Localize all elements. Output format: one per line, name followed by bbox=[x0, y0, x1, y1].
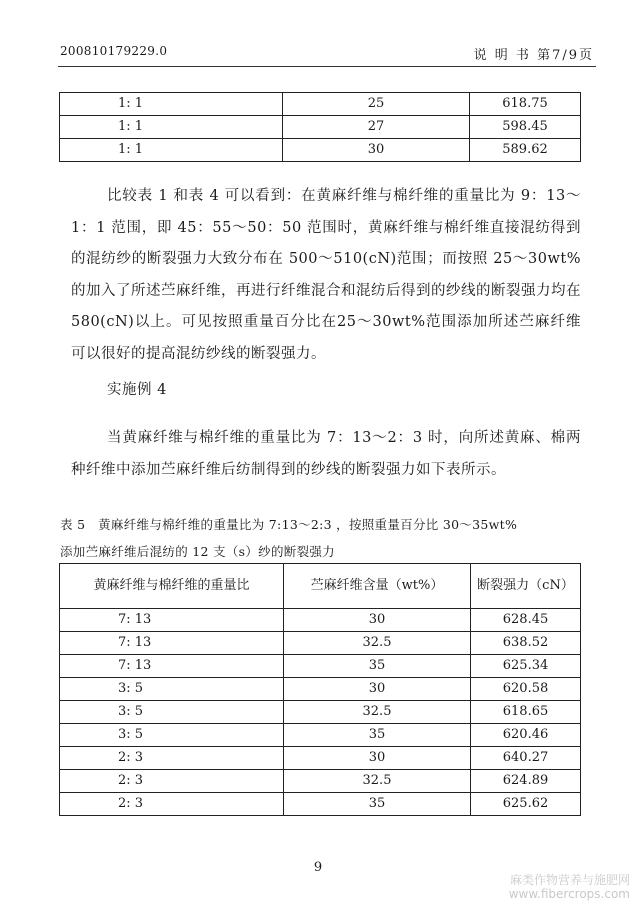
table-caption-line2: 添加苎麻纤维后混纺的 12 支（s）纱的断裂强力 bbox=[60, 544, 335, 559]
ratio-cell: 2: 3 bbox=[60, 747, 284, 770]
strength-cell: 625.62 bbox=[471, 793, 581, 816]
ratio-cell: 3: 5 bbox=[60, 701, 284, 724]
table-header-row bbox=[60, 564, 581, 609]
ratio-cell: 1: 1 bbox=[60, 93, 283, 116]
table-caption-line1: 表 5 黄麻纤维与棉纤维的重量比为 7:13～2:3 ，按照重量百分比 30～35wt% bbox=[60, 517, 518, 532]
ratio-cell: 3: 5 bbox=[60, 724, 284, 747]
document-type-and-page bbox=[474, 44, 594, 63]
strength-cell: 624.89 bbox=[471, 770, 581, 793]
table-row bbox=[60, 93, 581, 116]
ramie-content-cell: 30 bbox=[284, 609, 471, 632]
strength-cell: 589.62 bbox=[470, 139, 581, 162]
table-row bbox=[60, 609, 581, 632]
header-strength: 断裂强力（cN） bbox=[471, 564, 581, 609]
table-5 bbox=[59, 563, 581, 816]
strength-cell: 618.75 bbox=[470, 93, 581, 116]
ratio-cell: 2: 3 bbox=[60, 793, 284, 816]
table-row bbox=[60, 655, 581, 678]
ratio-cell: 2: 3 bbox=[60, 770, 284, 793]
ratio-cell: 7: 13 bbox=[60, 632, 284, 655]
watermark-title: 麻类作物营养与施肥网 bbox=[509, 873, 630, 887]
example-paragraph: 当黄麻纤维与棉纤维的重量比为 7：13～2：3 时，向所述黄麻、棉两种纤维中添加苎麻纤维后纺制得到的纱线的断裂强力如下表所示。 bbox=[71, 430, 581, 478]
strength-cell: 618.65 bbox=[471, 701, 581, 724]
header-divider bbox=[58, 66, 596, 67]
table-continued bbox=[59, 92, 581, 162]
strength-cell: 620.58 bbox=[471, 678, 581, 701]
ramie-content-cell: 35 bbox=[284, 655, 471, 678]
table-row bbox=[60, 139, 581, 162]
ramie-content-cell: 35 bbox=[284, 793, 471, 816]
header-ramie-content: 苎麻纤维含量（wt%） bbox=[284, 564, 471, 609]
ramie-content-cell: 32.5 bbox=[284, 770, 471, 793]
ratio-cell: 7: 13 bbox=[60, 655, 284, 678]
table-row bbox=[60, 632, 581, 655]
ramie-content-cell: 32.5 bbox=[284, 701, 471, 724]
table-row bbox=[60, 793, 581, 816]
strength-cell: 620.46 bbox=[471, 724, 581, 747]
ramie-content-cell: 30 bbox=[283, 139, 470, 162]
strength-cell: 625.34 bbox=[471, 655, 581, 678]
section-title: 实施例 4 bbox=[107, 382, 167, 398]
table-row bbox=[60, 724, 581, 747]
watermark bbox=[509, 873, 630, 901]
table-row bbox=[60, 701, 581, 724]
table-row bbox=[60, 116, 581, 139]
ratio-cell: 3: 5 bbox=[60, 678, 284, 701]
ratio-cell: 1: 1 bbox=[60, 139, 283, 162]
page-number: 9 bbox=[313, 860, 323, 875]
patent-number: 200810179229.0 bbox=[60, 44, 168, 58]
page-label: 第7/9页 bbox=[537, 48, 594, 63]
ramie-content-cell: 35 bbox=[284, 724, 471, 747]
header-ratio: 黄麻纤维与棉纤维的重量比 bbox=[60, 564, 284, 609]
strength-cell: 640.27 bbox=[471, 747, 581, 770]
ramie-content-cell: 30 bbox=[284, 678, 471, 701]
ratio-cell: 1: 1 bbox=[60, 116, 283, 139]
comparison-paragraph: 比较表 1 和表 4 可以看到：在黄麻纤维与棉纤维的重量比为 9：13～1：1 范围，即 45：55～50：50 范围时，黄麻纤维与棉纤维直接混纺得到的混纺纱的断裂强力大致分布在 500～510(cN)范围；而按照 25～30wt%的加入了所述苎麻纤维，再进行纤维混合和混纺后得到的纱线的断裂强力均在 580(cN)以上。可见按照重量百分比在25～30wt%范围添加所述苎麻纤维可以很好的提高混纺纱线的断裂强力。 bbox=[71, 188, 581, 362]
ramie-content-cell: 30 bbox=[284, 747, 471, 770]
table-row bbox=[60, 747, 581, 770]
ratio-cell: 7: 13 bbox=[60, 609, 284, 632]
strength-cell: 628.45 bbox=[471, 609, 581, 632]
ramie-content-cell: 32.5 bbox=[284, 632, 471, 655]
strength-cell: 598.45 bbox=[470, 116, 581, 139]
watermark-url: www.fibercrops.com bbox=[508, 887, 630, 901]
document-type: 说 明 书 bbox=[473, 48, 531, 63]
table-row bbox=[60, 770, 581, 793]
ramie-content-cell: 27 bbox=[283, 116, 470, 139]
table-row bbox=[60, 678, 581, 701]
ramie-content-cell: 25 bbox=[283, 93, 470, 116]
strength-cell: 638.52 bbox=[471, 632, 581, 655]
